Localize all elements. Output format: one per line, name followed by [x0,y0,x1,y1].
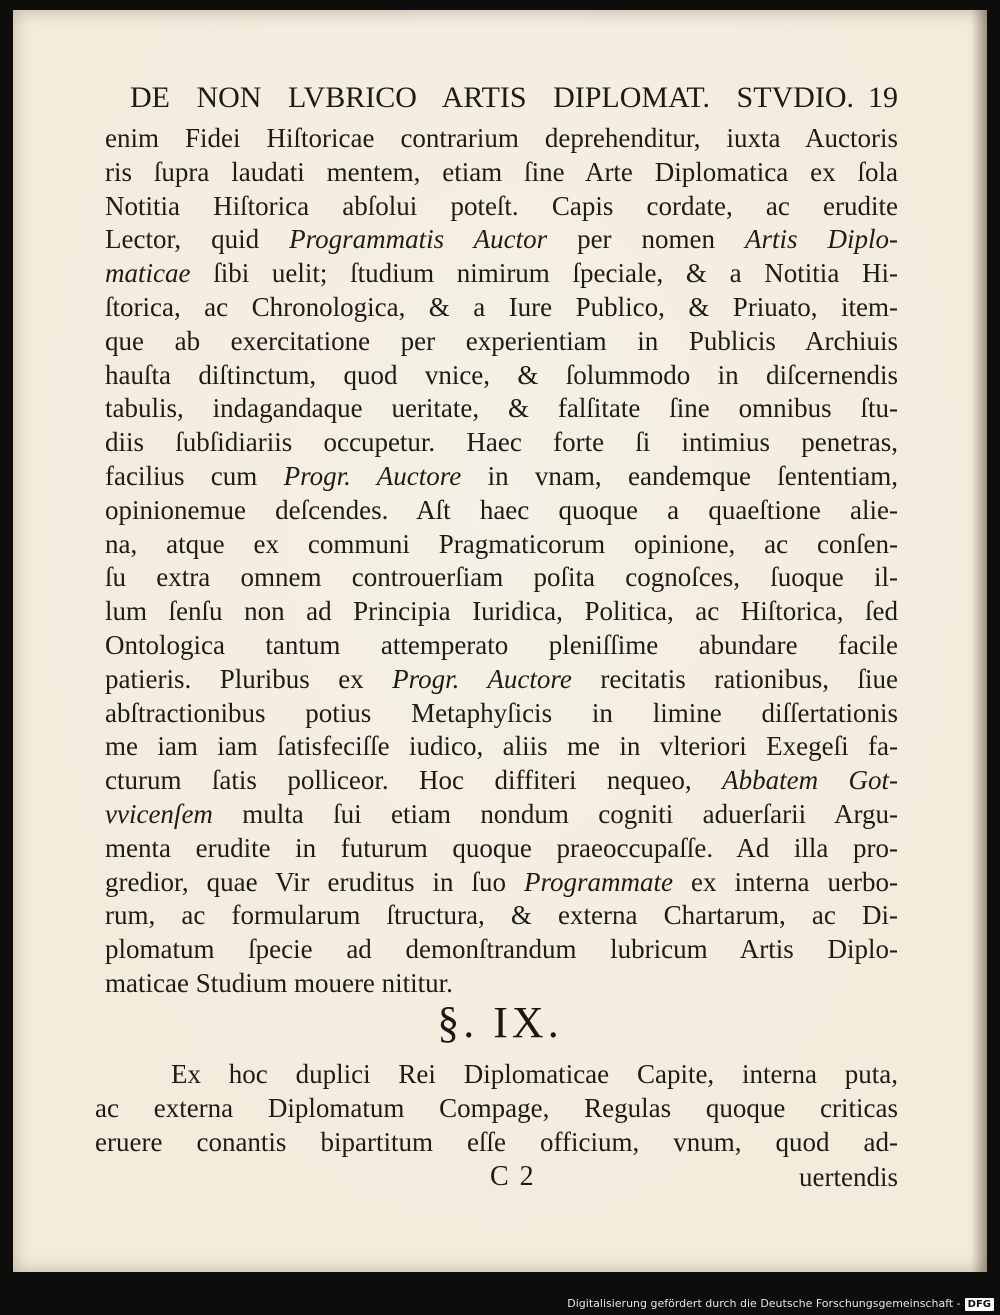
italic-phrase: Artis Diplo- [745,224,899,255]
page-edge-shadow [971,10,987,1272]
text-line: gredior, quae Vir eruditus in ſuo Programmate ex interna uerbo- [105,866,898,897]
running-title: DE NON LVBRICO ARTIS DIPLOMAT. STVDIO. [130,81,854,114]
italic-phrase: Programmate [524,866,674,897]
text-line: abſtractionibus potius Metaphyſicis in limine diſſertationis [105,697,898,728]
text-line: ſu extra omnem controuerſiam poſita cognoſces, ſuoque il- [105,562,898,593]
text-line: vvicenſem multa ſui etiam nondum cogniti aduerſarii Argu- [105,798,898,829]
text-line: hauſta diſtinctum, quod vnice, & ſolummodo in diſcernendis [105,359,898,390]
text-line: maticae Studium mouere nititur. [105,967,453,998]
page-number: 19 [868,81,898,114]
footer-credit: Digitalisierung gefördert durch die Deutsche Forschungsgemeinschaft - [567,1297,961,1310]
paragraph-1 [105,122,898,1001]
digitization-footer [567,1296,994,1312]
text-line: na, atque ex communi Pragmaticorum opinione, ac conſen- [105,528,898,559]
text-line: plomatum ſpecie ad demonſtrandum lubricum Artis Diplo- [105,934,898,965]
text-line: eruere conantis bipartitum eſſe officium, vnum, quod ad- [95,1126,898,1157]
paragraph-2 [95,1058,898,1159]
text-line: Notitia Hiſtorica abſolui poteſt. Capis cordate, ac erudite [105,190,898,221]
book-page [13,10,987,1272]
text-line: que ab exercitatione per experientiam in Publicis Archiuis [105,325,898,356]
text-line: ris ſupra laudati mentem, etiam ſine Arte Diplomatica ex ſola [105,156,898,187]
italic-phrase: Abbatem Got- [722,765,899,796]
signature-line [95,1160,898,1194]
italic-phrase: Progr. Auctore [392,663,572,694]
text-line: Ex hoc duplici Rei Diplomaticae Capite, interna puta, [171,1059,898,1089]
text-line: rum, ac formularum ſtructura, & externa Chartarum, ac Di- [105,900,898,931]
text-line: Ontologica tantum attemperato pleniſſime abundare facile [105,629,898,660]
signature-mark: C 2 [490,1161,536,1192]
dfg-logo: DFG [965,1298,994,1311]
text-line: diis ſubſidiariis occupetur. Haec forte ſi intimius penetras, [105,427,898,458]
catchword: uertendis [799,1162,898,1192]
text-line: menta erudite in futurum quoque praeoccupaſſe. Ad illa pro- [105,832,898,863]
italic-phrase: maticae [105,258,191,289]
text-line: opinionemue deſcendes. Aſt haec quoque a quaeſtione alie- [105,494,898,525]
text-line: Lector, quid Programmatis Auctor per nomen Artis Diplo- [105,224,899,255]
text-line: tabulis, indagandaque ueritate, & falſitate ſine omnibus ſtu- [105,393,898,424]
text-line: lum ſenſu non ad Principia Iuridica, Politica, ac Hiſtorica, ſed [105,596,898,627]
text-line: facilius cum Progr. Auctore in vnam, eandemque ſententiam, [105,460,898,491]
text-line: ac externa Diplomatum Compage, Regulas quoque criticas [95,1092,898,1123]
text-line: me iam iam ſatisfeciſſe iudico, aliis me in vlteriori Exegeſi fa- [105,731,898,762]
text-line: patieris. Pluribus ex Progr. Auctore recitatis rationibus, ſiue [105,663,898,694]
section-heading: §. IX. [437,998,563,1047]
text-line: cturum ſatis polliceor. Hoc diffiteri nequeo, Abbatem Got- [105,765,899,796]
text-line: ſtorica, ac Chronologica, & a Iure Publico, & Priuato, item- [105,291,898,322]
running-head [13,78,987,118]
text-line: enim Fidei Hiſtoricae contrarium deprehenditur, iuxta Auctoris [105,123,898,153]
italic-phrase: Progr. Auctore [283,460,462,491]
italic-phrase: Programmatis Auctor [289,224,548,255]
text-line: maticae ſibi uelit; ſtudium nimirum ſpeciale, & a Notitia Hi- [105,258,898,289]
italic-phrase: vvicenſem [105,798,213,829]
